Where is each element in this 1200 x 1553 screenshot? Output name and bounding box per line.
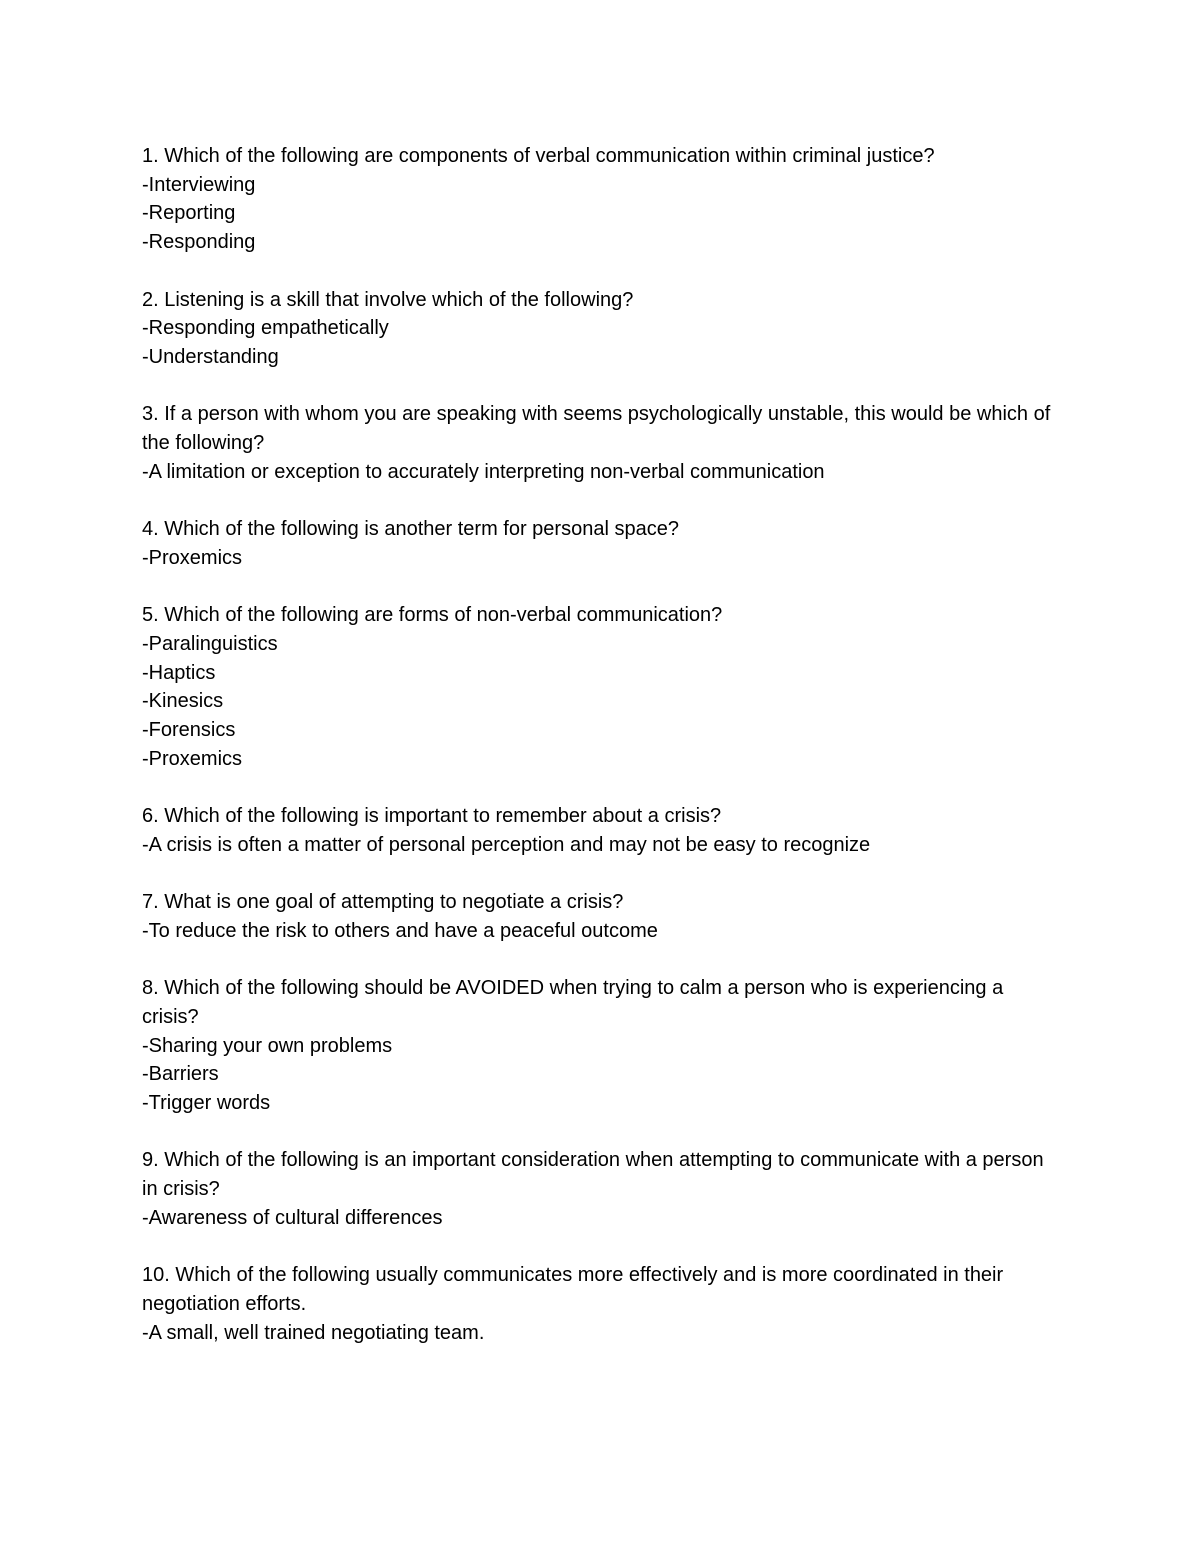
answer-item: -Kinesics — [142, 690, 224, 713]
question-text: 1. Which of the following are components of verbal communication within criminal justice? — [142, 145, 935, 167]
answer-item: -A small, well trained negotiating team. — [142, 1321, 485, 1344]
answer-item: -Proxemics — [142, 546, 243, 569]
question-block-7 — [142, 888, 1062, 945]
question-text: 7. What is one goal of attempting to negotiate a crisis? — [142, 891, 624, 914]
question-text: 9. Which of the following is an important consideration when attempting to communicate with a person in crisis? — [142, 1149, 1044, 1201]
question-text: 10. Which of the following usually communicates more effectively and is more coordinated in their negotiation efforts. — [142, 1264, 1004, 1315]
question-block-2 — [142, 286, 1062, 372]
question-block-3 — [142, 400, 1062, 486]
answer-item: -Trigger words — [142, 1092, 271, 1115]
question-text: 8. Which of the following should be AVOIDED when trying to calm a person who is experiencing a crisis? — [142, 977, 1004, 1028]
answer-item: -Proxemics — [142, 747, 243, 770]
question-block-1 — [142, 142, 1062, 257]
answer-item: -Responding — [142, 231, 256, 254]
answer-item: -Forensics — [142, 719, 236, 741]
question-block-4 — [142, 515, 1062, 572]
question-block-8 — [142, 974, 1062, 1118]
answer-item: -Interviewing — [142, 173, 256, 196]
answer-item: -A crisis is often a matter of personal perception and may not be easy to recognize — [142, 833, 871, 856]
question-text: 5. Which of the following are forms of non-verbal communication? — [142, 604, 723, 627]
answer-item: -Paralinguistics — [142, 632, 278, 655]
question-text: 6. Which of the following is important to remember about a crisis? — [142, 805, 722, 828]
answer-item: -Reporting — [142, 202, 236, 225]
answer-item: -Barriers — [142, 1063, 219, 1086]
answer-item: -To reduce the risk to others and have a peaceful outcome — [142, 919, 658, 942]
answer-item: -Responding empathetically — [142, 317, 389, 340]
answer-item: -Awareness of cultural differences — [142, 1206, 443, 1229]
answer-item: -Haptics — [142, 661, 216, 684]
question-list — [142, 142, 1062, 1376]
question-block-5 — [142, 601, 1062, 773]
question-block-9 — [142, 1146, 1062, 1232]
answer-item: -A limitation or exception to accurately interpreting non-verbal communication — [142, 460, 825, 483]
question-block-6 — [142, 802, 1062, 859]
question-text: 2. Listening is a skill that involve which of the following? — [142, 288, 634, 311]
answer-item: -Understanding — [142, 345, 279, 368]
answer-item: -Sharing your own problems — [142, 1034, 393, 1057]
question-block-10 — [142, 1261, 1062, 1347]
question-text: 3. If a person with whom you are speaking with seems psychologically unstable, this would be which of the following? — [142, 403, 1051, 454]
question-text: 4. Which of the following is another term for personal space? — [142, 518, 679, 541]
